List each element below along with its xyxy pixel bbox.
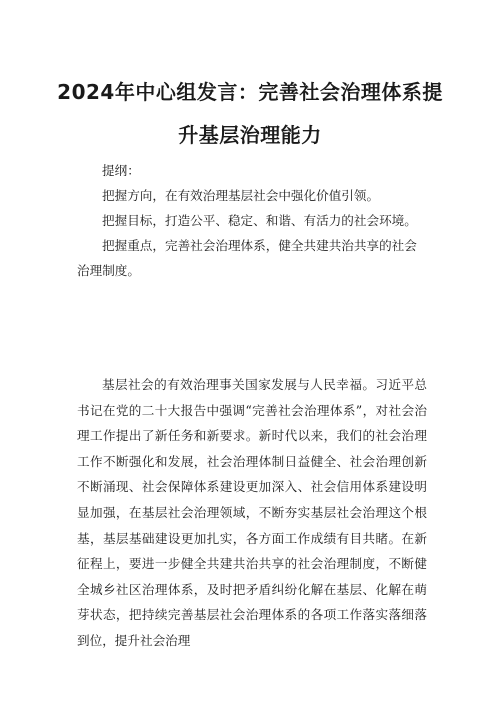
outline-item-3: 把握重点，完善社会治理体系，健全共建共治共享的社会治理制度。 [77,238,417,278]
outline-item-1: 把握方向，在有效治理基层社会中强化价值引领。 [102,188,380,203]
outline-item-2: 把握目标，打造公平、稳定、和谐、有活力的社会环境。 [102,213,417,228]
document-title-line-2: 升基层治理能力 [178,123,322,147]
body-paragraph: 基层社会的有效治理事关国家发展与人民幸福。习近平总书记在党的二十大报告中强调“完善社会治理体系”，对社会治理工作提出了新任务和新要求。新时代以来，我们的社会治理工作不断强化和发展，社会治理体制日益健全、社会治理创新不断涌现、社会保障体系建设更加深入、社会信用体系建设明显加强，在基层社会治理领域，不断夯实基层社会治理这个根基，基层基础建设更加扎实，各方面工作成绩有目共睹。在新征程上，要进一步健全共建共治共享的社会治理制度，不断健全城乡社区治理体系，及时把矛盾纠纷化解在基层、化解在萌芽状态，把持续完善基层社会治理体系的各项工作落实落细落到位，提升社会治理 [77,377,427,648]
outline-label: 提纲： [102,163,140,178]
document-title-line-1: 2024年中心组发言：完善社会治理体系提 [57,80,443,104]
outline-section [77,158,427,283]
